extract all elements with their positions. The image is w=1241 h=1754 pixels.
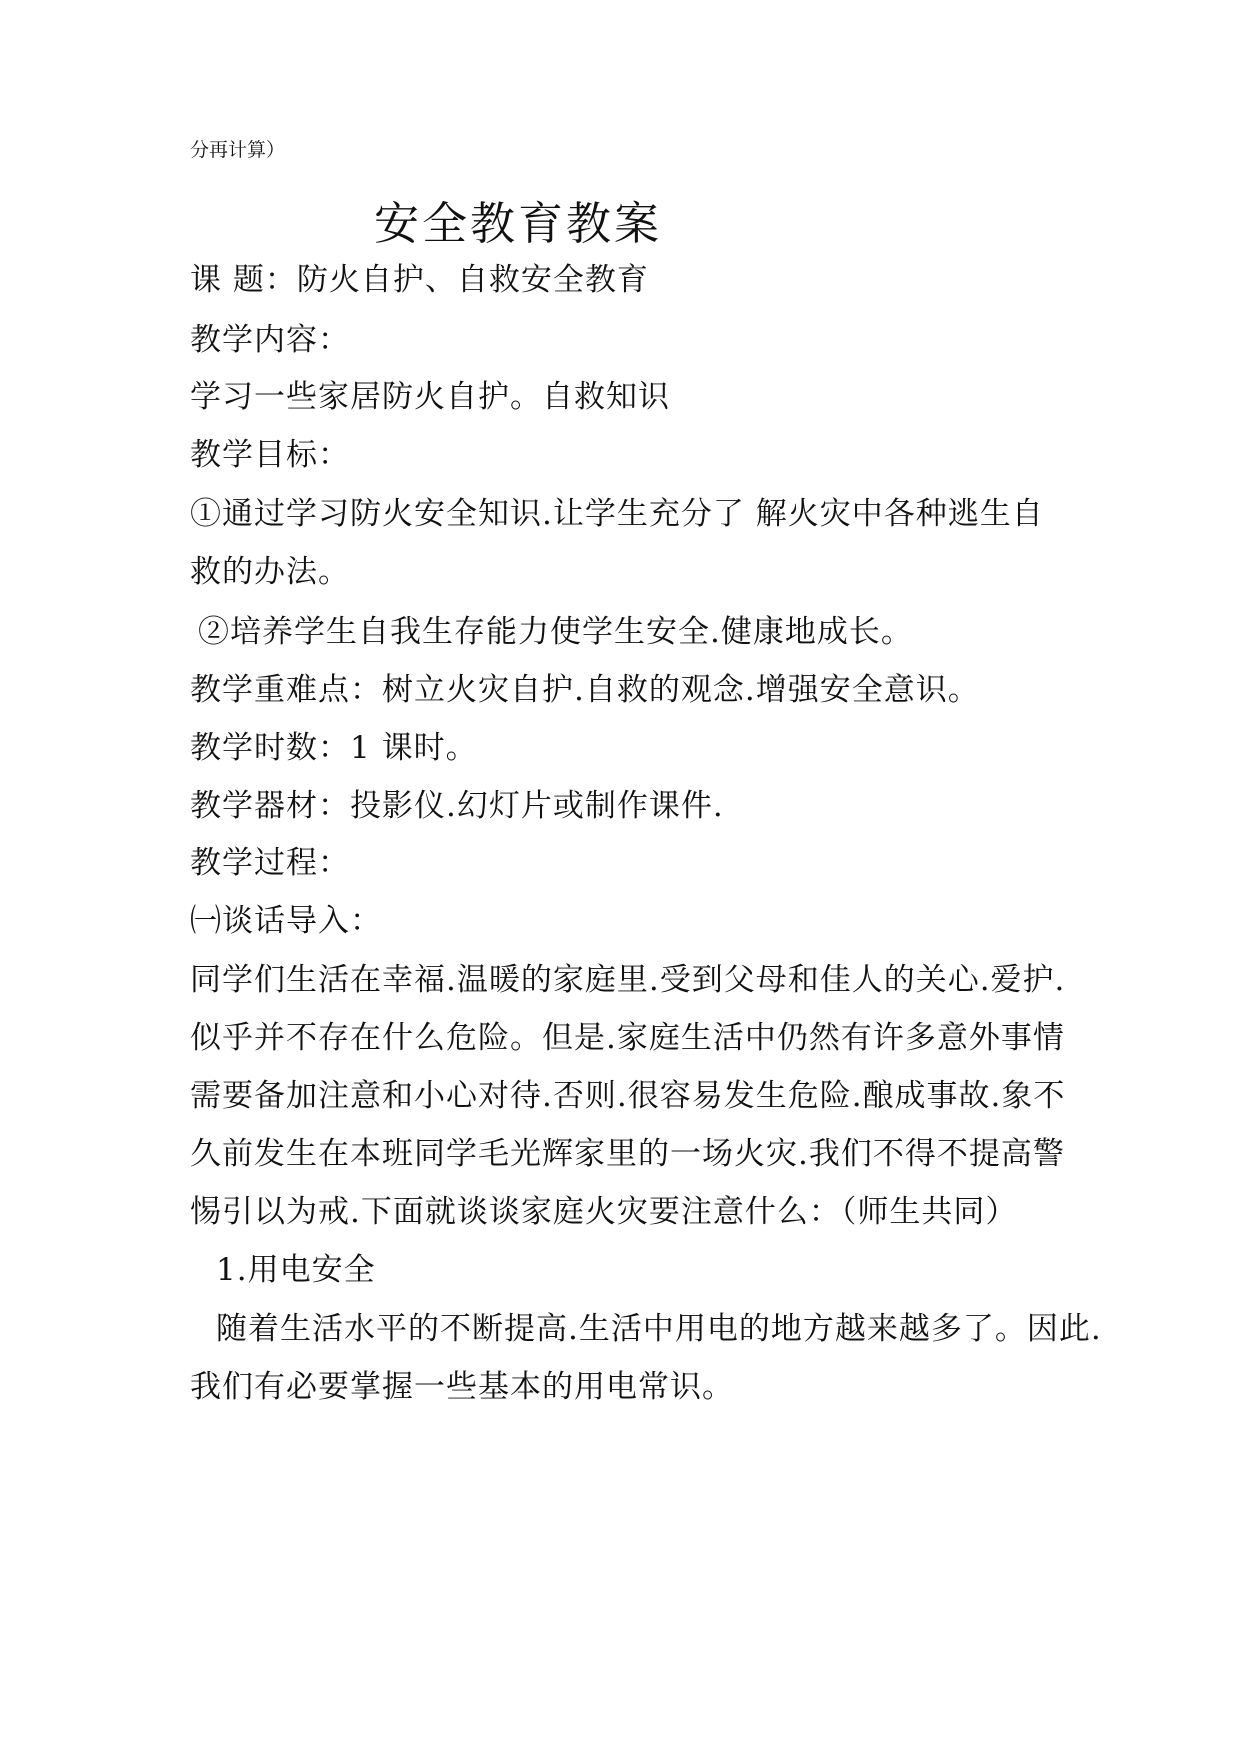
class-hours: 教学时数：1 课时。 — [190, 730, 478, 766]
goal-2: ②培养学生自我生存能力使学生安全.健康地成长。 — [198, 614, 913, 650]
lesson-topic: 课 题：防火自护、自救安全教育 — [190, 262, 649, 298]
intro-paragraph-line-2: 似乎并不存在什么危险。但是.家庭生活中仍然有许多意外事情 — [190, 1020, 1065, 1056]
section-1-heading: ㈠谈话导入： — [190, 903, 382, 939]
key-difficulty: 教学重难点：树立火灾自护.自救的观念.增强安全意识。 — [190, 672, 980, 708]
page-title: 安全教育教案 — [374, 197, 663, 250]
content-text: 学习一些家居防火自护。自救知识 — [190, 379, 670, 415]
intro-paragraph-line-4: 久前发生在本班同学毛光辉家里的一场火灾.我们不得不提高警 — [190, 1136, 1065, 1172]
electricity-paragraph-line-2: 我们有必要掌握一些基本的用电常识。 — [190, 1369, 734, 1405]
carryover-text: 分再计算） — [190, 139, 286, 161]
intro-paragraph-line-3: 需要备加注意和小心对待.否则.很容易发生危险.酿成事故.象不 — [190, 1078, 1066, 1114]
intro-paragraph-line-5: 惕引以为戒.下面就谈谈家庭火灾要注意什么：（师生共同） — [190, 1194, 1018, 1230]
process-heading: 教学过程： — [190, 845, 350, 881]
content-heading: 教学内容： — [190, 322, 350, 358]
goal-1-line-2: 救的办法。 — [190, 554, 350, 590]
subsection-electricity-heading: 1.用电安全 — [216, 1252, 376, 1288]
electricity-paragraph-line-1: 随着生活水平的不断提高.生活中用电的地方越来越多了。因此. — [216, 1311, 1102, 1347]
intro-paragraph-line-1: 同学们生活在幸福.温暖的家庭里.受到父母和佳人的关心.爱护. — [190, 962, 1066, 998]
goal-1-line-1: ①通过学习防火安全知识.让学生充分了 解火灾中各种逃生自 — [190, 496, 1044, 532]
teaching-equipment: 教学器材：投影仪.幻灯片或制作课件. — [190, 788, 724, 824]
goals-heading: 教学目标： — [190, 437, 350, 473]
